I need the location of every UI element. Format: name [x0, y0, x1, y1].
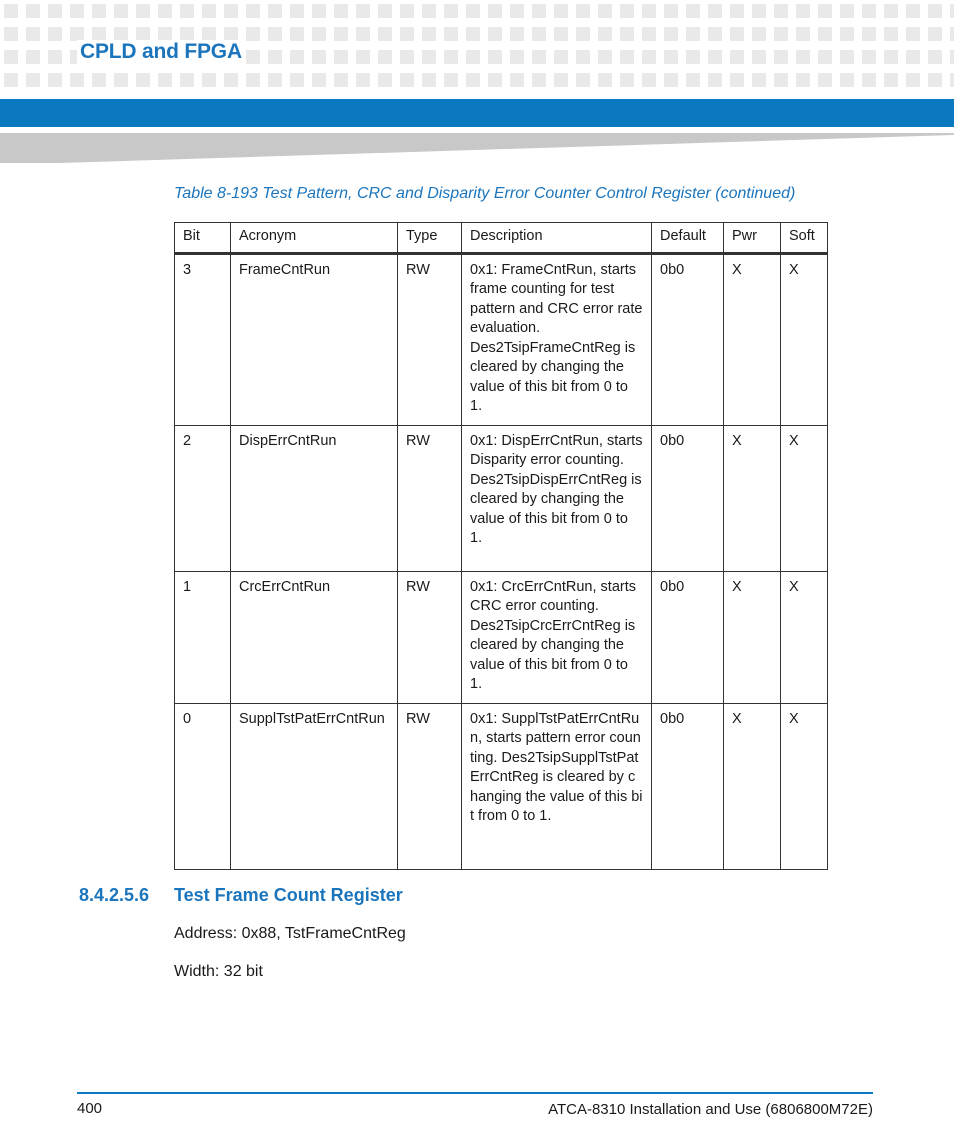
header-pattern-tile — [796, 50, 810, 64]
header-pattern-tile — [862, 73, 876, 87]
header-pattern-tile — [466, 27, 480, 41]
header-pattern-tile — [686, 50, 700, 64]
table-row — [175, 253, 828, 425]
header-pattern-tile — [334, 50, 348, 64]
description-cell: 0x1: CrcErrCntRun, starts CRC error counting. Des2TsipCrcErrCntReg is cleared by changing the value of this bit from 0 to 1. — [462, 571, 652, 703]
header-pattern-tile — [246, 4, 260, 18]
default-cell: 0b0 — [652, 425, 724, 571]
header-pattern-tile — [752, 4, 766, 18]
header-pattern-tile — [510, 4, 524, 18]
header-pattern-tile — [510, 73, 524, 87]
header-pattern-tile — [334, 27, 348, 41]
header-pattern-tile — [928, 4, 942, 18]
table-row — [175, 571, 828, 703]
header-pattern-tile — [752, 27, 766, 41]
header-pattern-tile — [796, 27, 810, 41]
header-blue-bar — [0, 99, 954, 127]
header-pattern-tile — [906, 4, 920, 18]
header-pattern-tile — [928, 27, 942, 41]
type-cell: RW — [398, 425, 462, 571]
header-pattern-tile — [114, 73, 128, 87]
header-pattern-tile — [356, 4, 370, 18]
column-header: Acronym — [231, 223, 398, 254]
table-header-row — [175, 223, 828, 254]
header-pattern-tile — [708, 50, 722, 64]
header-pattern-tile — [356, 73, 370, 87]
header-pattern-tile — [114, 27, 128, 41]
header-pattern-tile — [48, 27, 62, 41]
header-gray-swoosh — [0, 127, 954, 163]
header-pattern-tile — [224, 73, 238, 87]
header-pattern-tile — [862, 27, 876, 41]
header-pattern-tile — [356, 27, 370, 41]
column-header: Description — [462, 223, 652, 254]
header-pattern-tile — [26, 50, 40, 64]
header-pattern-tile — [554, 27, 568, 41]
header-pattern-tile — [466, 73, 480, 87]
table-caption: Table 8-193 Test Pattern, CRC and Disparity Error Counter Control Register (continued) — [174, 185, 796, 202]
header-pattern-tile — [92, 27, 106, 41]
header-pattern-tile — [950, 50, 954, 64]
header-pattern-tile — [906, 50, 920, 64]
header-pattern-tile — [686, 4, 700, 18]
bit-cell: 3 — [175, 253, 231, 425]
header-pattern-tile — [92, 73, 106, 87]
header-pattern-tile — [884, 4, 898, 18]
header-pattern-tile — [532, 4, 546, 18]
header-pattern-tile — [180, 27, 194, 41]
header-pattern-tile — [400, 4, 414, 18]
header-pattern-tile — [730, 50, 744, 64]
header-pattern-tile — [312, 50, 326, 64]
type-cell: RW — [398, 571, 462, 703]
header-pattern-tile — [268, 4, 282, 18]
header-pattern-tile — [488, 50, 502, 64]
header-pattern-tile — [620, 4, 634, 18]
header-pattern-tile — [664, 4, 678, 18]
header-pattern-tile — [708, 4, 722, 18]
header-pattern-tile — [444, 50, 458, 64]
header-pattern-tile — [818, 4, 832, 18]
header-pattern-tile — [774, 73, 788, 87]
header-pattern-tile — [158, 4, 172, 18]
header-pattern-tile — [466, 4, 480, 18]
header-pattern-tile — [884, 50, 898, 64]
header-pattern-tile — [576, 27, 590, 41]
header-pattern-tile — [378, 73, 392, 87]
header-pattern-tile — [290, 73, 304, 87]
header-pattern-tile — [950, 4, 954, 18]
header-pattern-tile — [70, 4, 84, 18]
header-pattern-tile — [444, 73, 458, 87]
description-cell: 0x1: SupplTstPatErrCntRun, starts pattern error counting. Des2TsipSupplTstPatErrCntReg is cleared by changing the value of this bit from 0 to 1. — [462, 703, 652, 869]
header-pattern-tile — [598, 4, 612, 18]
header-pattern-tile — [378, 27, 392, 41]
header-pattern-tile — [774, 27, 788, 41]
header-pattern-tile — [818, 50, 832, 64]
register-address: Address: 0x88, TstFrameCntReg — [174, 925, 406, 942]
header-pattern-tile — [664, 73, 678, 87]
header-pattern-tile — [444, 4, 458, 18]
header-pattern-tile — [818, 73, 832, 87]
header-pattern-tile — [48, 4, 62, 18]
header-pattern-tile — [708, 27, 722, 41]
header-pattern-tile — [774, 50, 788, 64]
header-pattern-tile — [466, 50, 480, 64]
header-pattern-tile — [246, 73, 260, 87]
header-pattern-tile — [114, 4, 128, 18]
header-pattern-tile — [180, 73, 194, 87]
header-pattern-tile — [818, 27, 832, 41]
header-pattern-tile — [202, 27, 216, 41]
header-pattern-tile — [598, 73, 612, 87]
default-cell: 0b0 — [652, 253, 724, 425]
header-pattern-tile — [576, 50, 590, 64]
header-pattern-tile — [26, 27, 40, 41]
header-pattern-tile — [70, 73, 84, 87]
header-pattern-tile — [730, 73, 744, 87]
header-pattern-tile — [290, 27, 304, 41]
header-pattern-tile — [70, 27, 84, 41]
description-cell: 0x1: DispErrCntRun, starts Disparity error counting. Des2TsipDispErrCntReg is cleared by changing the value of this bit from 0 to 1. — [462, 425, 652, 571]
header-pattern-tile — [136, 73, 150, 87]
header-pattern-tile — [752, 50, 766, 64]
header-pattern-tile — [26, 4, 40, 18]
header-pattern-tile — [4, 73, 18, 87]
header-pattern-tile — [686, 27, 700, 41]
section-number: 8.4.2.5.6 — [79, 885, 150, 905]
header-pattern-tile — [554, 50, 568, 64]
header-pattern-tile — [400, 73, 414, 87]
header-pattern-tile — [290, 50, 304, 64]
pwr-cell: X — [724, 571, 781, 703]
header-pattern-tile — [202, 73, 216, 87]
header-pattern-tile — [884, 73, 898, 87]
header-pattern-tile — [532, 73, 546, 87]
header-pattern-tile — [576, 4, 590, 18]
header-pattern-tile — [774, 4, 788, 18]
soft-cell: X — [781, 703, 828, 869]
header-pattern-tile — [840, 4, 854, 18]
header-pattern-tile — [708, 73, 722, 87]
header-pattern-tile — [884, 27, 898, 41]
header-pattern-tile — [752, 73, 766, 87]
header-pattern-tile — [796, 4, 810, 18]
section-title: Test Frame Count Register — [174, 885, 403, 905]
header-pattern-tile — [268, 50, 282, 64]
bit-cell: 1 — [175, 571, 231, 703]
header-pattern-tile — [928, 73, 942, 87]
footer-divider — [77, 1092, 873, 1094]
pwr-cell: X — [724, 253, 781, 425]
header-pattern-tile — [158, 27, 172, 41]
type-cell: RW — [398, 703, 462, 869]
column-header: Type — [398, 223, 462, 254]
header-pattern-tile — [48, 50, 62, 64]
bit-cell: 2 — [175, 425, 231, 571]
soft-cell: X — [781, 425, 828, 571]
header-pattern-tile — [48, 73, 62, 87]
register-table — [174, 222, 828, 870]
header-pattern-tile — [246, 27, 260, 41]
header-pattern-tile — [532, 50, 546, 64]
header-pattern-tile — [862, 50, 876, 64]
header-pattern-tile — [620, 50, 634, 64]
column-header: Soft — [781, 223, 828, 254]
header-pattern-tile — [576, 73, 590, 87]
header-pattern-tile — [642, 27, 656, 41]
column-header: Default — [652, 223, 724, 254]
header-pattern-tile — [444, 27, 458, 41]
pwr-cell: X — [724, 425, 781, 571]
header-pattern-tile — [686, 73, 700, 87]
acronym-cell: FrameCntRun — [231, 253, 398, 425]
header-pattern-tile — [4, 27, 18, 41]
header-pattern-tile — [840, 50, 854, 64]
header-pattern-tile — [488, 73, 502, 87]
header-pattern-tile — [532, 27, 546, 41]
header-pattern-tile — [312, 27, 326, 41]
header-pattern-tile — [422, 73, 436, 87]
header-pattern-tile — [268, 27, 282, 41]
header-pattern-tile — [422, 27, 436, 41]
description-cell: 0x1: FrameCntRun, starts frame counting for test pattern and CRC error rate evaluation. Des2TsipFrameCntReg is cleared by changing the value of this bit from 0 to 1. — [462, 253, 652, 425]
default-cell: 0b0 — [652, 571, 724, 703]
header-pattern-tile — [136, 27, 150, 41]
pwr-cell: X — [724, 703, 781, 869]
header-pattern-tile — [4, 4, 18, 18]
header-pattern-tile — [4, 50, 18, 64]
header-pattern-tile — [246, 50, 260, 64]
header-pattern-tile — [862, 4, 876, 18]
header-pattern-tile — [136, 4, 150, 18]
column-header: Bit — [175, 223, 231, 254]
header-pattern-tile — [312, 4, 326, 18]
default-cell: 0b0 — [652, 703, 724, 869]
header-pattern-tile — [26, 73, 40, 87]
header-pattern-tile — [400, 27, 414, 41]
header-pattern-tile — [664, 50, 678, 64]
header-pattern-tile — [906, 27, 920, 41]
header-pattern-tile — [642, 50, 656, 64]
header-pattern-tile — [620, 27, 634, 41]
header-pattern-tile — [400, 50, 414, 64]
header-pattern-tile — [642, 4, 656, 18]
header-pattern-tile — [928, 50, 942, 64]
table-row — [175, 425, 828, 571]
header-pattern-tile — [378, 4, 392, 18]
column-header: Pwr — [724, 223, 781, 254]
table-row — [175, 703, 828, 869]
header-pattern-tile — [202, 4, 216, 18]
header-pattern-tile — [180, 4, 194, 18]
page-number: 400 — [77, 1100, 103, 1117]
header-pattern-tile — [840, 73, 854, 87]
header-pattern-tile — [158, 73, 172, 87]
acronym-cell: CrcErrCntRun — [231, 571, 398, 703]
header-pattern-tile — [488, 4, 502, 18]
header-pattern-tile — [664, 27, 678, 41]
acronym-cell: SupplTstPatErrCntRun — [231, 703, 398, 869]
header-pattern-tile — [334, 73, 348, 87]
header-pattern-tile — [598, 27, 612, 41]
soft-cell: X — [781, 253, 828, 425]
header-pattern-tile — [356, 50, 370, 64]
header-pattern-tile — [730, 27, 744, 41]
register-width: Width: 32 bit — [174, 963, 263, 980]
header-pattern-tile — [796, 73, 810, 87]
header-pattern-tile — [554, 4, 568, 18]
bit-cell: 0 — [175, 703, 231, 869]
header-pattern-tile — [510, 27, 524, 41]
header-pattern-tile — [312, 73, 326, 87]
type-cell: RW — [398, 253, 462, 425]
header-pattern-tile — [554, 73, 568, 87]
chapter-title: CPLD and FPGA — [77, 40, 245, 64]
header-pattern-tile — [224, 4, 238, 18]
header-pattern-tile — [950, 27, 954, 41]
header-pattern-tile — [620, 73, 634, 87]
header-pattern-tile — [290, 4, 304, 18]
soft-cell: X — [781, 571, 828, 703]
header-pattern-tile — [334, 4, 348, 18]
header-pattern-tile — [92, 4, 106, 18]
header-pattern-tile — [510, 50, 524, 64]
header-pattern-tile — [268, 73, 282, 87]
header-pattern-tile — [224, 27, 238, 41]
header-pattern-tile — [840, 27, 854, 41]
header-pattern-tile — [422, 4, 436, 18]
header-pattern-tile — [950, 73, 954, 87]
header-pattern-tile — [378, 50, 392, 64]
acronym-cell: DispErrCntRun — [231, 425, 398, 571]
header-pattern-tile — [642, 73, 656, 87]
document-title: ATCA-8310 Installation and Use (6806800M72E) — [548, 1101, 873, 1118]
header-pattern-tile — [906, 73, 920, 87]
header-pattern-tile — [730, 4, 744, 18]
header-pattern-tile — [422, 50, 436, 64]
header-pattern-tile — [488, 27, 502, 41]
header-pattern-tile — [598, 50, 612, 64]
